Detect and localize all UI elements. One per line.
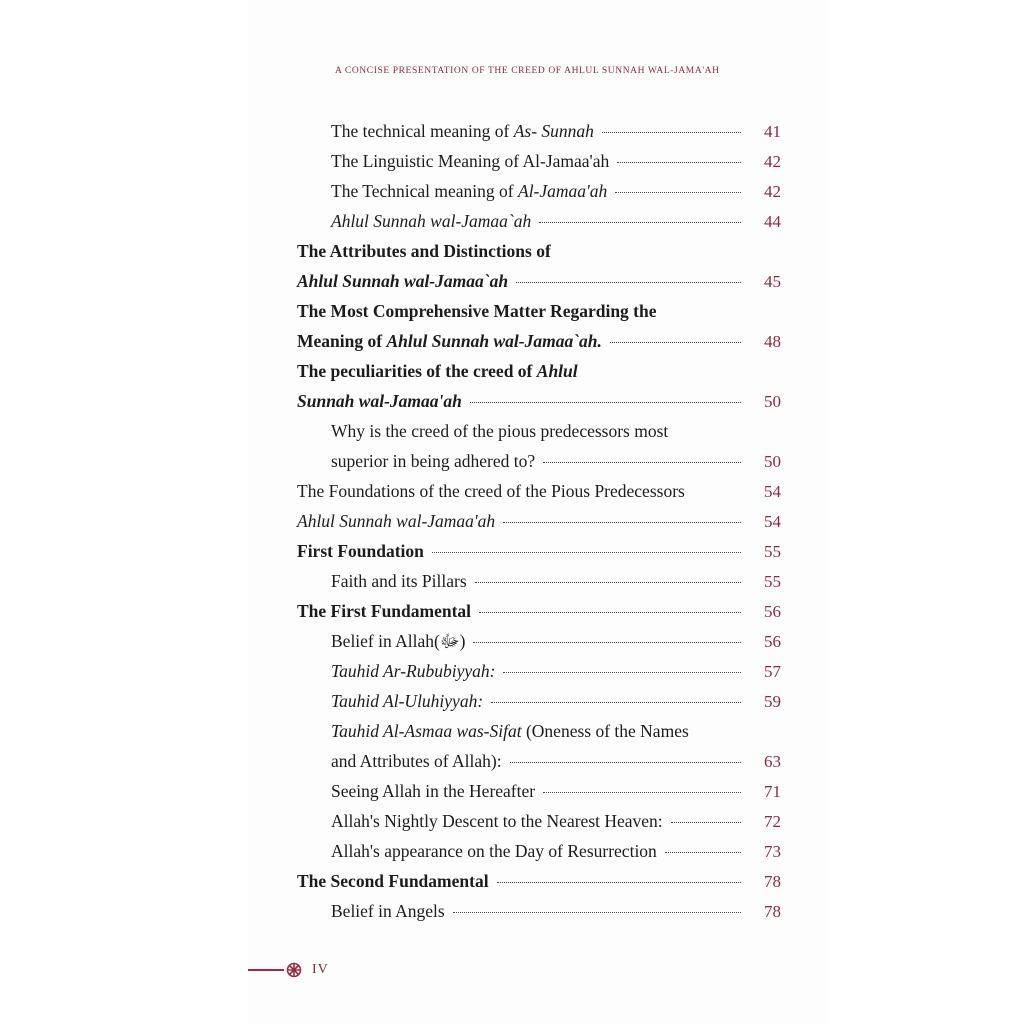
toc-entry-title bbox=[331, 686, 483, 716]
toc-page-number: 42 bbox=[764, 182, 781, 201]
toc-entry-title bbox=[297, 476, 685, 506]
toc-entry-title bbox=[297, 596, 471, 626]
dot-leader bbox=[671, 822, 741, 823]
dot-leader bbox=[432, 552, 741, 553]
toc-page-number: 78 bbox=[764, 902, 781, 921]
toc-text: The Attributes and Distinctions of bbox=[297, 241, 551, 261]
dot-leader bbox=[602, 132, 741, 133]
toc-entry-title-line1 bbox=[297, 236, 551, 266]
toc-page-number: 57 bbox=[764, 662, 781, 681]
toc-page-number: 56 bbox=[764, 602, 781, 621]
dot-leader bbox=[503, 672, 741, 673]
toc-italic-text: Sunnah wal-Jamaa'ah bbox=[297, 391, 462, 411]
toc-entry[interactable] bbox=[297, 776, 781, 806]
toc-page-number: 44 bbox=[764, 212, 781, 231]
toc-entry-title bbox=[331, 176, 607, 206]
toc-entry[interactable] bbox=[297, 806, 781, 836]
toc-entry[interactable] bbox=[297, 866, 781, 896]
dot-leader bbox=[503, 522, 741, 523]
toc-text: Faith and its Pillars bbox=[331, 571, 467, 591]
toc-entry[interactable] bbox=[297, 716, 781, 776]
toc-text: The technical meaning of bbox=[331, 121, 514, 141]
dot-leader bbox=[475, 582, 741, 583]
toc-entry-title bbox=[331, 656, 495, 686]
toc-page-number: 55 bbox=[764, 572, 781, 591]
toc-page-number: 54 bbox=[764, 482, 781, 501]
toc-text: The Technical meaning of bbox=[331, 181, 518, 201]
toc-italic-text: Al-Jamaa'ah bbox=[518, 181, 608, 201]
toc-page-number: 50 bbox=[764, 452, 781, 471]
toc-entry-title bbox=[331, 746, 502, 776]
toc-text: The Foundations of the creed of the Pious Predecessors bbox=[297, 481, 685, 501]
toc-text: Allah's Nightly Descent to the Nearest Heaven: bbox=[331, 811, 663, 831]
dot-leader bbox=[510, 762, 741, 763]
toc-entry-title bbox=[331, 896, 445, 926]
toc-text: Seeing Allah in the Hereafter bbox=[331, 781, 536, 801]
toc-entry-title-line1 bbox=[331, 416, 668, 446]
toc-entry-title bbox=[297, 536, 424, 566]
dot-leader bbox=[543, 792, 741, 793]
toc-italic-text: Tauhid Al-Asmaa was-Sifat bbox=[331, 721, 522, 741]
toc-text: The Most Comprehensive Matter Regarding the bbox=[297, 301, 657, 321]
toc-italic-text: Ahlul Sunnah wal-Jamaa'ah bbox=[297, 511, 496, 531]
toc-entry[interactable] bbox=[297, 596, 781, 626]
toc-italic-text: Ahlul Sunnah wal-Jamaa`ah bbox=[297, 271, 509, 291]
toc-entry-title bbox=[331, 566, 467, 596]
toc-text: Why is the creed of the pious predecessors most bbox=[331, 421, 669, 441]
dot-leader bbox=[473, 642, 741, 643]
toc-entry[interactable] bbox=[297, 176, 781, 206]
dot-leader bbox=[610, 342, 741, 343]
toc-entry[interactable] bbox=[297, 206, 781, 236]
dot-leader bbox=[617, 162, 741, 163]
dot-leader bbox=[539, 222, 741, 223]
footer-rule bbox=[248, 969, 284, 971]
toc-entry-title bbox=[297, 866, 489, 896]
toc-text: The Linguistic Meaning of Al-Jamaa'ah bbox=[331, 151, 610, 171]
running-head: A CONCISE PRESENTATION OF THE CREED OF AHLUL SUNNAH WAL-JAMA'AH bbox=[335, 66, 720, 76]
dot-leader bbox=[516, 282, 741, 283]
toc-entry[interactable] bbox=[297, 566, 781, 596]
dot-leader bbox=[470, 402, 741, 403]
toc-entry[interactable] bbox=[297, 626, 781, 656]
dot-leader bbox=[543, 462, 741, 463]
toc-page-number: 55 bbox=[764, 542, 781, 561]
toc-entry-title bbox=[297, 386, 462, 416]
toc-page-number: 73 bbox=[764, 842, 781, 861]
toc-page-number: 56 bbox=[764, 632, 781, 651]
toc-italic-text: Ahlul bbox=[536, 361, 578, 381]
toc-entry[interactable] bbox=[297, 686, 781, 716]
toc-text: Allah's appearance on the Day of Resurrection bbox=[331, 841, 657, 861]
toc-text: The Second Fundamental bbox=[297, 871, 489, 891]
dot-leader bbox=[615, 192, 741, 193]
toc-italic-text: Ahlul Sunnah wal-Jamaa`ah. bbox=[386, 331, 602, 351]
toc-entry[interactable] bbox=[297, 236, 781, 296]
toc-entry-title bbox=[297, 326, 602, 356]
page-folio: IV bbox=[312, 962, 329, 977]
page-footer bbox=[248, 958, 329, 982]
toc-entry[interactable] bbox=[297, 896, 781, 926]
dot-leader bbox=[479, 612, 741, 613]
toc-entry[interactable] bbox=[297, 116, 781, 146]
toc-page-number: 54 bbox=[764, 512, 781, 531]
toc-entry-title bbox=[331, 836, 657, 866]
toc-text: The peculiarities of the creed of bbox=[297, 361, 537, 381]
toc-entry-title bbox=[297, 506, 495, 536]
toc-text: The First Fundamental bbox=[297, 601, 472, 621]
dot-leader bbox=[491, 702, 741, 703]
toc-entry-title bbox=[331, 146, 609, 176]
toc-entry-title bbox=[331, 776, 535, 806]
toc-text: Meaning of bbox=[297, 331, 387, 351]
toc-entry-title bbox=[331, 446, 535, 476]
toc-entry[interactable] bbox=[297, 356, 781, 416]
toc-entry-title bbox=[331, 206, 531, 236]
toc-italic-text: Tauhid Ar-Rububiyyah: bbox=[331, 661, 496, 681]
toc-entry-title-line1 bbox=[297, 356, 578, 386]
toc-entry-title bbox=[331, 116, 594, 146]
toc-entry-title bbox=[331, 626, 465, 656]
toc-entry[interactable] bbox=[297, 836, 781, 866]
toc-entry[interactable] bbox=[297, 416, 781, 476]
toc-entry[interactable] bbox=[297, 476, 781, 506]
toc-text: Belief in Angels bbox=[331, 901, 445, 921]
toc-entry-title-line1 bbox=[297, 296, 657, 326]
knot-ornament-icon bbox=[284, 960, 304, 980]
toc-page-number: 42 bbox=[764, 152, 781, 171]
toc-entry[interactable] bbox=[297, 146, 781, 176]
dot-leader bbox=[453, 912, 741, 913]
toc-entry-title bbox=[331, 806, 663, 836]
dot-leader bbox=[665, 852, 741, 853]
toc-entry[interactable] bbox=[297, 296, 781, 356]
toc-text: First Foundation bbox=[297, 541, 424, 561]
dot-leader bbox=[497, 882, 741, 883]
toc-page-number: 72 bbox=[764, 812, 781, 831]
toc-page-number: 48 bbox=[764, 332, 781, 351]
toc-italic-text: Tauhid Al-Uluhiyyah: bbox=[331, 691, 484, 711]
toc-entry[interactable] bbox=[297, 536, 781, 566]
toc-entry[interactable] bbox=[297, 656, 781, 686]
toc-italic-text: As- Sunnah bbox=[513, 121, 594, 141]
toc-entry[interactable] bbox=[297, 506, 781, 536]
toc-entry-title-line1 bbox=[331, 716, 689, 746]
toc-italic-text: Ahlul Sunnah wal-Jamaa`ah bbox=[331, 211, 532, 231]
toc-page-number: 50 bbox=[764, 392, 781, 411]
toc-text: (Oneness of the Names bbox=[521, 721, 689, 741]
table-of-contents bbox=[297, 116, 781, 926]
toc-text: and Attributes of Allah): bbox=[331, 751, 502, 771]
toc-page-number: 63 bbox=[764, 752, 781, 771]
toc-page-number: 78 bbox=[764, 872, 781, 891]
toc-text: Belief in Allah(ﷻ) bbox=[331, 631, 466, 651]
toc-page-number: 71 bbox=[764, 782, 781, 801]
toc-text: superior in being adhered to? bbox=[331, 451, 536, 471]
toc-page-number: 41 bbox=[764, 122, 781, 141]
toc-page-number: 45 bbox=[764, 272, 781, 291]
toc-entry-title bbox=[297, 266, 508, 296]
toc-page-number: 59 bbox=[764, 692, 781, 711]
